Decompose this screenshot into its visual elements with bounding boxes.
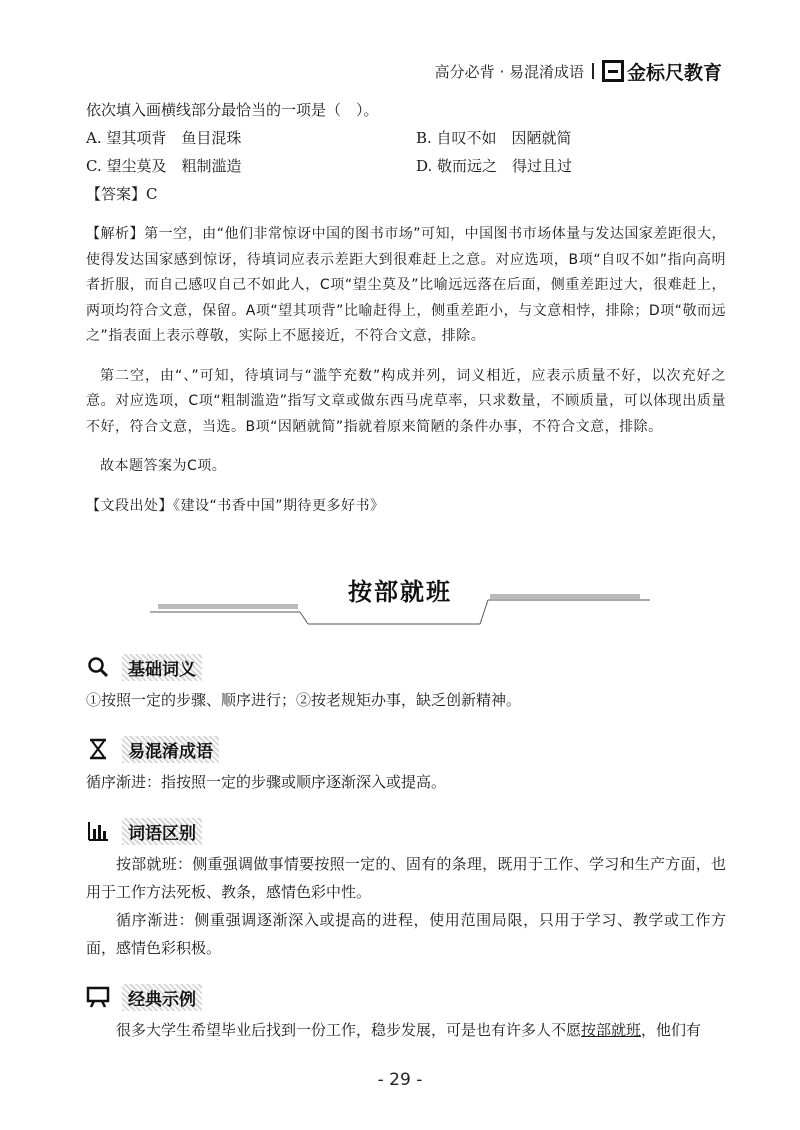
analysis-paragraph-1: 【解析】第一空，由“他们非常惊讶中国的图书市场”可知，中国图书市场体量与发达国家差距很大，使得发达国家感到惊讶，待填词应表示差距大到很难赶上之意。对应选项，B项“自叹不如”指向高明者折服，而自己感叹自己不如此人，C项“望尘莫及”比喻远远落在后面，侧重差距过大，很难赶上，两项均符合文意，保留。A项“望其项背”比喻赶得上，侧重差距小，与文意相悖，排除；D项“敬而远之”指表面上表示尊敬，实际上不愿接近，不符合文意，排除。 [86, 226, 726, 344]
section-confusable-title: 易混淆成语 [122, 736, 219, 763]
page-number: - 29 - [377, 1070, 423, 1090]
header-subtitle: 高分必背 · 易混淆成语 [434, 62, 584, 81]
options-grid [86, 124, 726, 180]
section-difference-title: 词语区别 [122, 818, 202, 845]
example-text-after: ，他们有 [641, 1021, 702, 1039]
option-c: C. 望尘莫及 粗制滥造 [86, 157, 242, 175]
option-b: B. 自叹不如 因陋就简 [416, 129, 572, 147]
difference-paragraph-1: 按部就班：侧重强调做事情要按照一定的、固有的条理，既用于工作、学习和生产方面，也用于工作方法死板、教条，感情色彩中性。 [86, 855, 726, 901]
question-prompt: 依次填入画横线部分最恰当的一项是（ ）。 [86, 101, 379, 119]
bar-chart-icon [86, 819, 110, 843]
difference-paragraph-2: 循序渐进：侧重强调逐渐深入或提高的进程，使用范围局限，只用于学习、教学或工作方面，感情色彩积极。 [86, 911, 726, 957]
section-basic-title: 基础词义 [122, 654, 202, 681]
option-d: D. 敬而远之 得过且过 [416, 157, 573, 175]
analysis-paragraph-2: 第二空，由“、”可知，待填词与“滥竽充数”构成并列，词义相近，应表示质量不好，以次充好之意。对应选项，C项“粗制滥造”指写文章或做东西马虎草率，只求数量，不顾质量，可以体现出质量不好，符合文意，当选。B项“因陋就简”指就着原来简陋的条件办事，不符合文意，排除。 [86, 367, 726, 435]
section-example-text [86, 1016, 726, 1044]
brand-logo [602, 58, 722, 85]
section-basic-heading [86, 652, 202, 682]
page-header [435, 56, 722, 86]
idiom-title: 按部就班 [348, 578, 452, 606]
brand-name: 金标尺教育 [626, 61, 722, 84]
hourglass-icon [86, 737, 110, 761]
example-text-before: 很多大学生希望毕业后找到一份工作，稳步发展，可是也有许多人不愿 [116, 1021, 582, 1039]
option-a: A. 望其项背 鱼目混珠 [86, 129, 242, 147]
section-difference-body [86, 850, 726, 962]
header-divider [592, 63, 594, 79]
section-basic-text: ①按照一定的步骤、顺序进行；②按老规矩办事，缺乏创新精神。 [86, 691, 522, 709]
magnifier-icon [86, 655, 110, 679]
example-underlined-idiom: 按部就班 [581, 1021, 642, 1039]
board-icon [86, 985, 110, 1009]
analysis-conclusion: 故本题答案为C项。 [100, 458, 227, 474]
answer-line: 【答案】C [86, 185, 158, 203]
section-confusable-text: 循序渐进：指按照一定的步骤或顺序逐渐深入或提高。 [86, 773, 447, 791]
section-example-heading [86, 982, 202, 1012]
source-line: 【文段出处】《建设“书香中国”期待更多好书》 [86, 497, 385, 514]
question-block [86, 96, 726, 533]
brand-mark-icon [602, 60, 624, 82]
section-difference-heading [86, 816, 202, 846]
idiom-banner [150, 568, 650, 628]
section-confusable-heading [86, 734, 219, 764]
section-example-title: 经典示例 [122, 984, 202, 1011]
